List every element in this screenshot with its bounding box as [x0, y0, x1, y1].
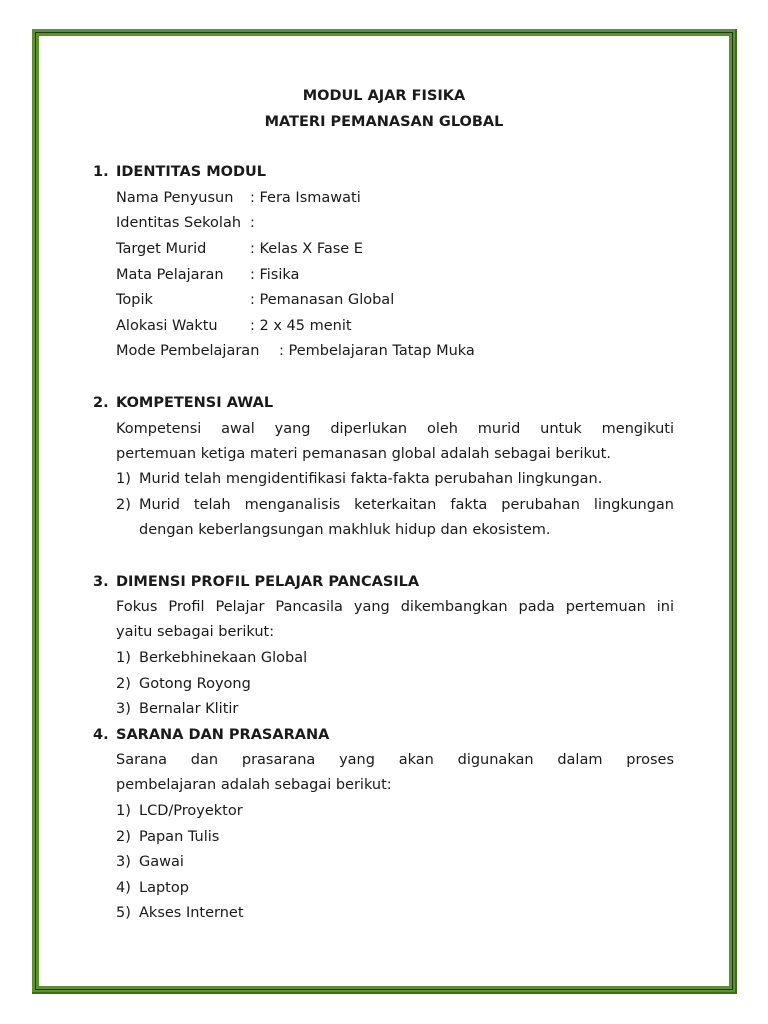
list-item-number: 4)	[116, 880, 131, 896]
list-item-number: 1)	[116, 471, 131, 487]
list-item: Papan Tulis	[139, 829, 220, 845]
identity-label: Alokasi Waktu	[116, 318, 218, 334]
list-item: Gotong Royong	[139, 676, 251, 692]
identity-label: Target Murid	[116, 241, 207, 257]
doc-subtitle: MATERI PEMANASAN GLOBAL	[264, 114, 504, 130]
identity-label: Nama Penyusun	[116, 190, 234, 206]
section-3-intro: Fokus Profil Pelajar Pancasila yang dikembangkan pada pertemuan ini	[116, 599, 674, 615]
list-item-number: 1)	[116, 803, 131, 819]
list-item-number: 2)	[116, 829, 131, 845]
section-4-intro: pembelajaran adalah sebagai berikut:	[116, 777, 392, 793]
section-1-number: 1.	[93, 164, 109, 180]
list-item: Bernalar Klitir	[139, 701, 239, 717]
section-4-intro: Sarana dan prasarana yang akan digunakan dalam proses	[116, 752, 674, 768]
identity-label: Identitas Sekolah	[116, 215, 242, 231]
section-4-number: 4.	[93, 727, 109, 743]
doc-title: MODUL AJAR FISIKA	[302, 88, 466, 104]
list-item-number: 2)	[116, 676, 131, 692]
list-item: Laptop	[139, 880, 189, 896]
identity-value: : Pemanasan Global	[250, 292, 395, 308]
identity-value: : Fera Ismawati	[250, 190, 361, 206]
identity-value: : Kelas X Fase E	[250, 241, 363, 257]
list-item: LCD/Proyektor	[139, 803, 243, 819]
list-item: Murid telah mengidentifikasi fakta-fakta perubahan lingkungan.	[139, 471, 603, 487]
section-2-intro: Kompetensi awal yang diperlukan oleh murid untuk mengikuti	[116, 421, 674, 437]
list-item-number: 1)	[116, 650, 131, 666]
identity-value: : Fisika	[250, 267, 300, 283]
list-item-number: 3)	[116, 854, 131, 870]
list-item: Berkebhinekaan Global	[139, 650, 308, 666]
identity-label: Mode Pembelajaran	[116, 343, 260, 359]
list-item-continuation: dengan keberlangsungan makhluk hidup dan ekosistem.	[139, 522, 551, 538]
list-item-number: 5)	[116, 905, 131, 921]
identity-value: : Pembelajaran Tatap Muka	[279, 343, 475, 359]
identity-value: : 2 x 45 menit	[250, 318, 352, 334]
identity-label: Topik	[116, 292, 153, 308]
list-item-number: 2)	[116, 497, 131, 513]
section-3-number: 3.	[93, 574, 109, 590]
identity-value: :	[250, 215, 255, 231]
section-3-intro: yaitu sebagai berikut:	[116, 624, 275, 640]
list-item: Gawai	[139, 854, 184, 870]
list-item-number: 3)	[116, 701, 131, 717]
list-item: Murid telah menganalisis keterkaitan fakta perubahan lingkungan	[139, 497, 674, 513]
section-2-number: 2.	[93, 395, 109, 411]
section-4-heading: SARANA DAN PRASARANA	[116, 727, 330, 743]
list-item: Akses Internet	[139, 905, 244, 921]
section-3-heading: DIMENSI PROFIL PELAJAR PANCASILA	[116, 574, 420, 590]
section-2-intro: pertemuan ketiga materi pemanasan global adalah sebagai berikut.	[116, 446, 611, 462]
identity-label: Mata Pelajaran	[116, 267, 224, 283]
section-2-heading: KOMPETENSI AWAL	[116, 395, 274, 411]
section-1-heading: IDENTITAS MODUL	[116, 164, 267, 180]
